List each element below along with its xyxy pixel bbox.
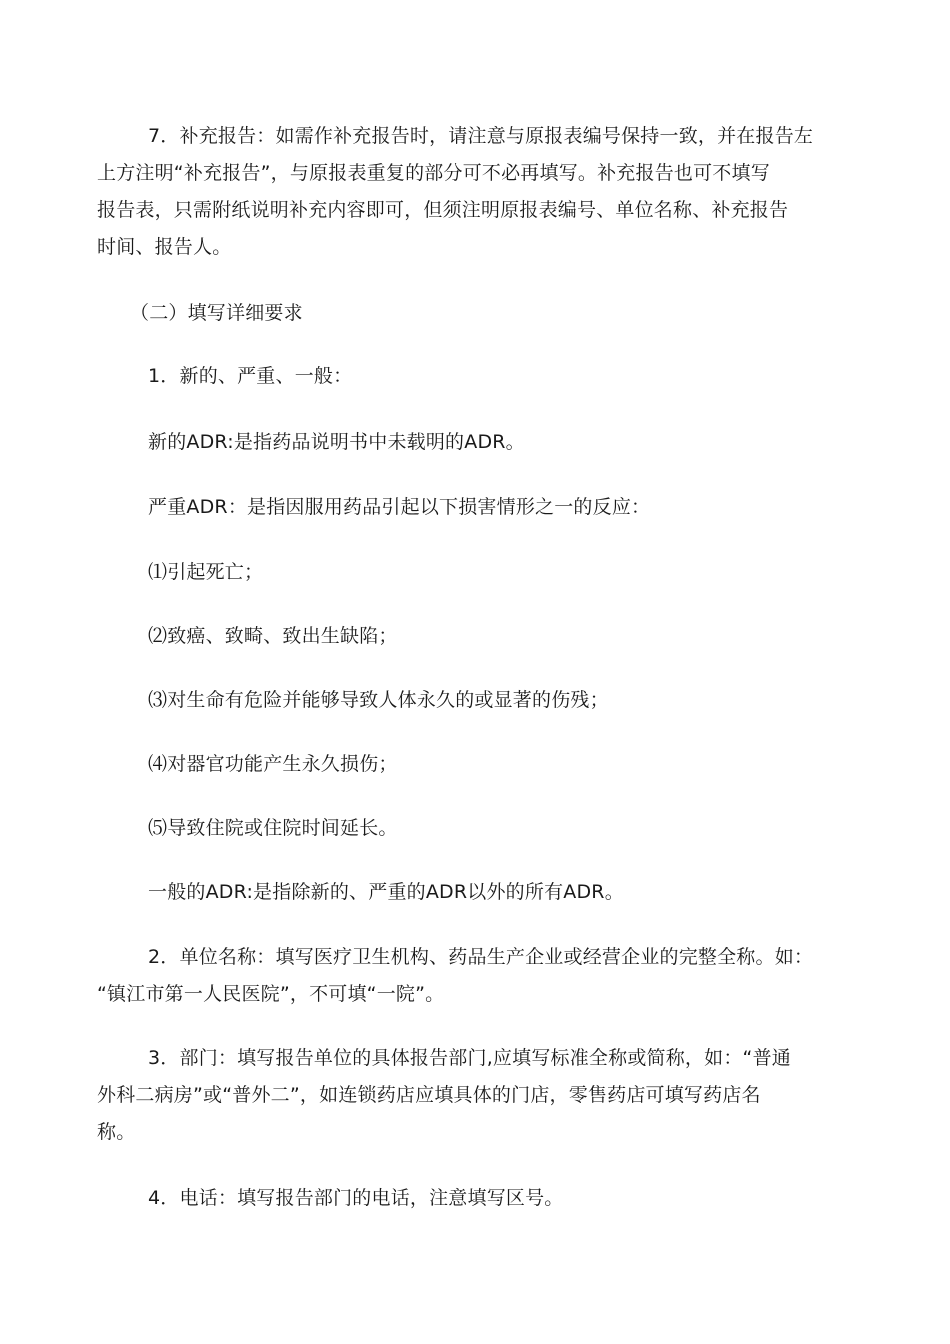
item-1-heading: 1．新的、严重、一般： xyxy=(148,365,353,387)
item-3-line-1: 3．部门：填写报告单位的具体报告部门,应填写标准全称或简称，如：“普通 xyxy=(148,1047,791,1069)
section-heading: （二）填写详细要求 xyxy=(130,302,303,324)
serious-list-item-5: ⑸导致住院或住院时间延长。 xyxy=(148,817,398,839)
item-3-line-2: 外科二病房”或“普外二”，如连锁药店应填具体的门店，零售药店可填写药店名 xyxy=(97,1084,761,1106)
item-3-line-3: 称。 xyxy=(97,1121,136,1143)
item-4-line-1: 4．电话：填写报告部门的电话，注意填写区号。 xyxy=(148,1187,564,1209)
paragraph-7-line-3: 报告表，只需附纸说明补充内容即可，但须注明原报表编号、单位名称、补充报告 xyxy=(97,199,789,221)
serious-list-item-4: ⑷对器官功能产生永久损伤； xyxy=(148,753,398,775)
item-2-line-1: 2．单位名称：填写医疗卫生机构、药品生产企业或经营企业的完整全称。如： xyxy=(148,946,814,968)
serious-adr-definition: 严重ADR：是指因服用药品引起以下损害情形之一的反应： xyxy=(148,496,651,518)
paragraph-7-line-1: 7．补充报告：如需作补充报告时，请注意与原报表编号保持一致，并在报告左 xyxy=(148,125,814,147)
serious-list-item-2: ⑵致癌、致畸、致出生缺陷； xyxy=(148,625,398,647)
general-adr-definition: 一般的ADR:是指除新的、严重的ADR以外的所有ADR。 xyxy=(148,881,624,903)
paragraph-7-line-2: 上方注明“补充报告”，与原报表重复的部分可不必再填写。补充报告也可不填写 xyxy=(97,162,770,184)
new-adr-definition: 新的ADR:是指药品说明书中未载明的ADR。 xyxy=(148,431,525,453)
serious-list-item-3: ⑶对生命有危险并能够导致人体永久的或显著的伤残； xyxy=(148,689,609,711)
serious-list-item-1: ⑴引起死亡； xyxy=(148,561,264,583)
paragraph-7-line-4: 时间、报告人。 xyxy=(97,236,232,258)
item-2-line-2: “镇江市第一人民医院”，不可填“一院”。 xyxy=(97,983,445,1005)
